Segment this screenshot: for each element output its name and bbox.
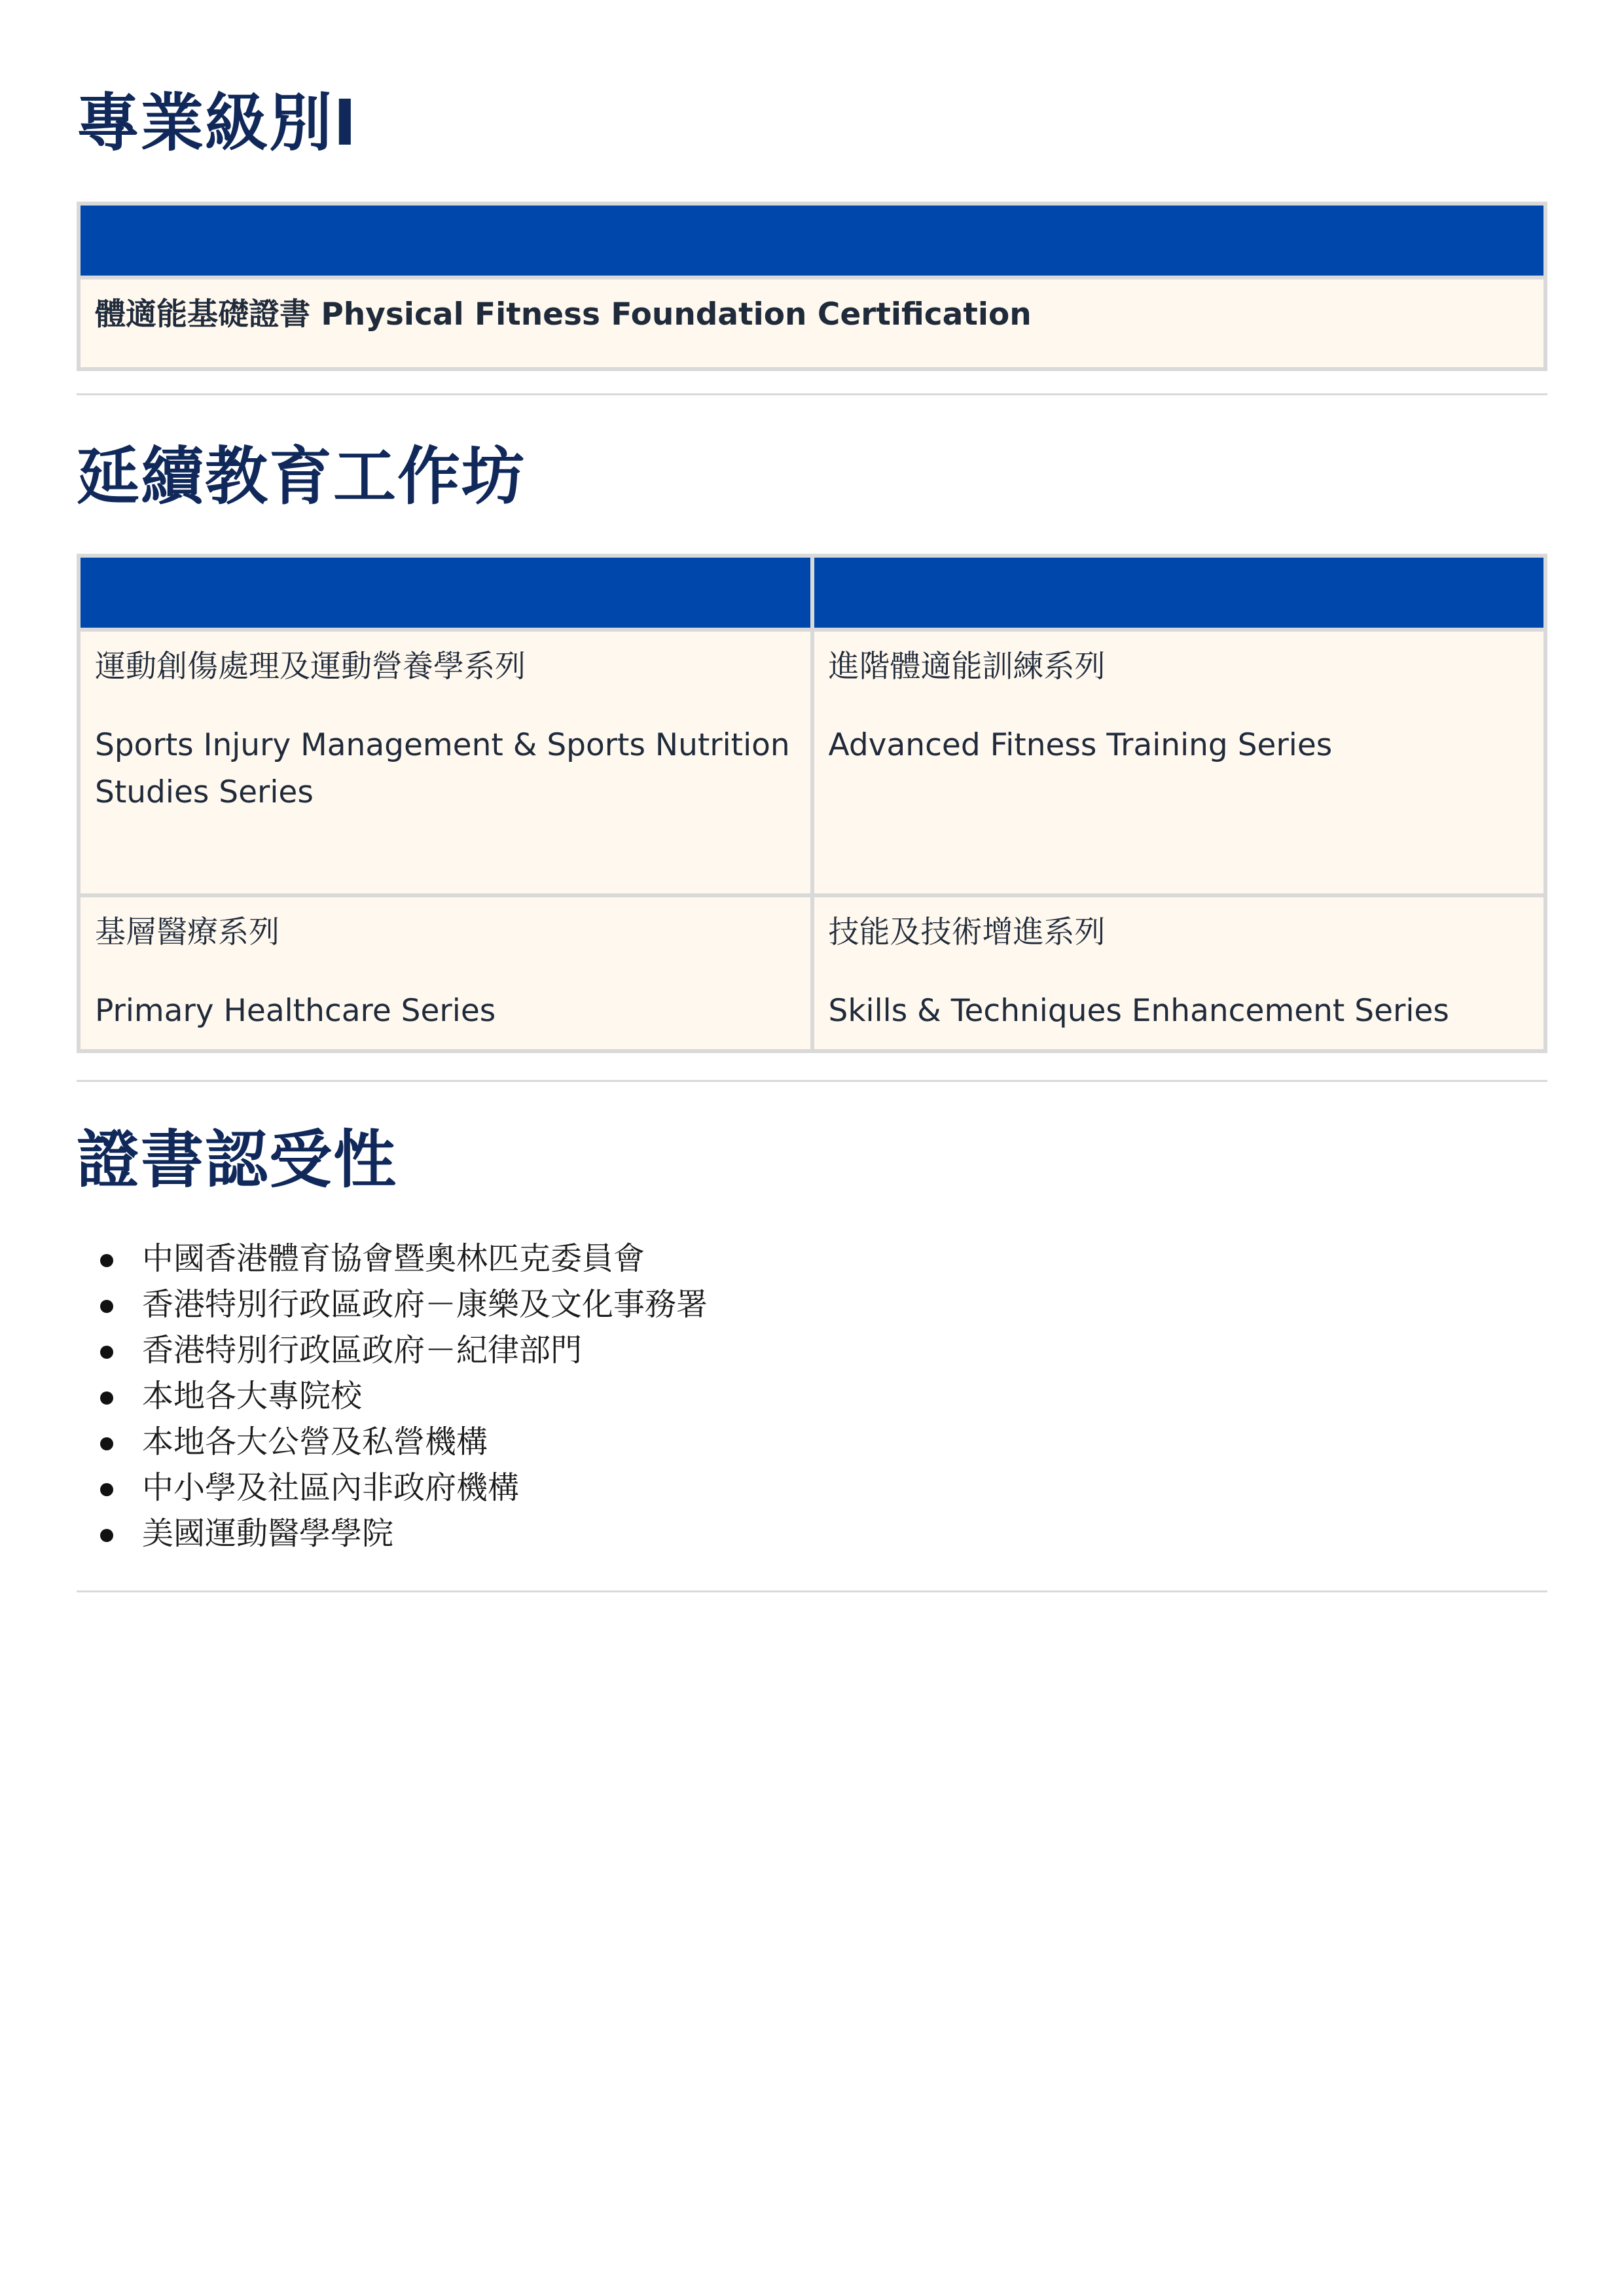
bullet-icon bbox=[100, 1437, 113, 1450]
table-header-left bbox=[79, 556, 812, 630]
workshop-zh: 運動創傷處理及運動營養學系列 bbox=[95, 649, 526, 685]
bullet-icon bbox=[100, 1300, 113, 1313]
list-item: 本地各大公營及私營機構 bbox=[142, 1419, 708, 1465]
divider bbox=[77, 1080, 1547, 1082]
workshop-zh: 技能及技術增進系列 bbox=[828, 914, 1106, 950]
workshop-zh: 基層醫療系列 bbox=[95, 914, 280, 950]
divider bbox=[77, 1590, 1547, 1592]
table-header-right bbox=[812, 556, 1546, 630]
workshop-en: Advanced Fitness Training Series bbox=[828, 727, 1333, 763]
bullet-icon bbox=[100, 1483, 113, 1496]
section-title-professional-level: 專業級別I bbox=[77, 86, 358, 160]
recognition-list bbox=[77, 1236, 708, 1556]
workshop-en: Sports Injury Management & Sports Nutrition Studies Series bbox=[95, 727, 790, 810]
bullet-icon bbox=[100, 1346, 113, 1359]
certification-cell: 體適能基礎證書 Physical Fitness Foundation Certification bbox=[79, 278, 1545, 369]
bullet-icon bbox=[100, 1529, 113, 1542]
professional-level-table bbox=[77, 202, 1547, 371]
list-item: 本地各大專院校 bbox=[142, 1373, 708, 1419]
section-title-recognition: 證書認受性 bbox=[77, 1123, 397, 1196]
section-title-continuing-education: 延續教育工作坊 bbox=[77, 440, 526, 513]
list-item: 美國運動醫學學院 bbox=[142, 1511, 708, 1556]
bullet-icon bbox=[100, 1391, 113, 1405]
list-item: 中國香港體育協會暨奧林匹克委員會 bbox=[142, 1236, 708, 1282]
table-header bbox=[79, 204, 1545, 278]
workshop-zh: 進階體適能訓練系列 bbox=[828, 649, 1106, 685]
workshop-en: Skills & Techniques Enhancement Series bbox=[828, 993, 1449, 1029]
list-item: 中小學及社區內非政府機構 bbox=[142, 1465, 708, 1511]
list-item: 香港特別行政區政府－康樂及文化事務署 bbox=[142, 1282, 708, 1327]
workshop-cell bbox=[79, 895, 812, 1051]
list-item: 香港特別行政區政府－紀律部門 bbox=[142, 1327, 708, 1373]
workshop-cell bbox=[812, 630, 1546, 895]
workshop-en: Primary Healthcare Series bbox=[95, 993, 496, 1029]
bullet-icon bbox=[100, 1254, 113, 1267]
workshops-table bbox=[77, 554, 1547, 1053]
workshop-cell bbox=[79, 630, 812, 895]
workshop-cell bbox=[812, 895, 1546, 1051]
divider bbox=[77, 393, 1547, 395]
